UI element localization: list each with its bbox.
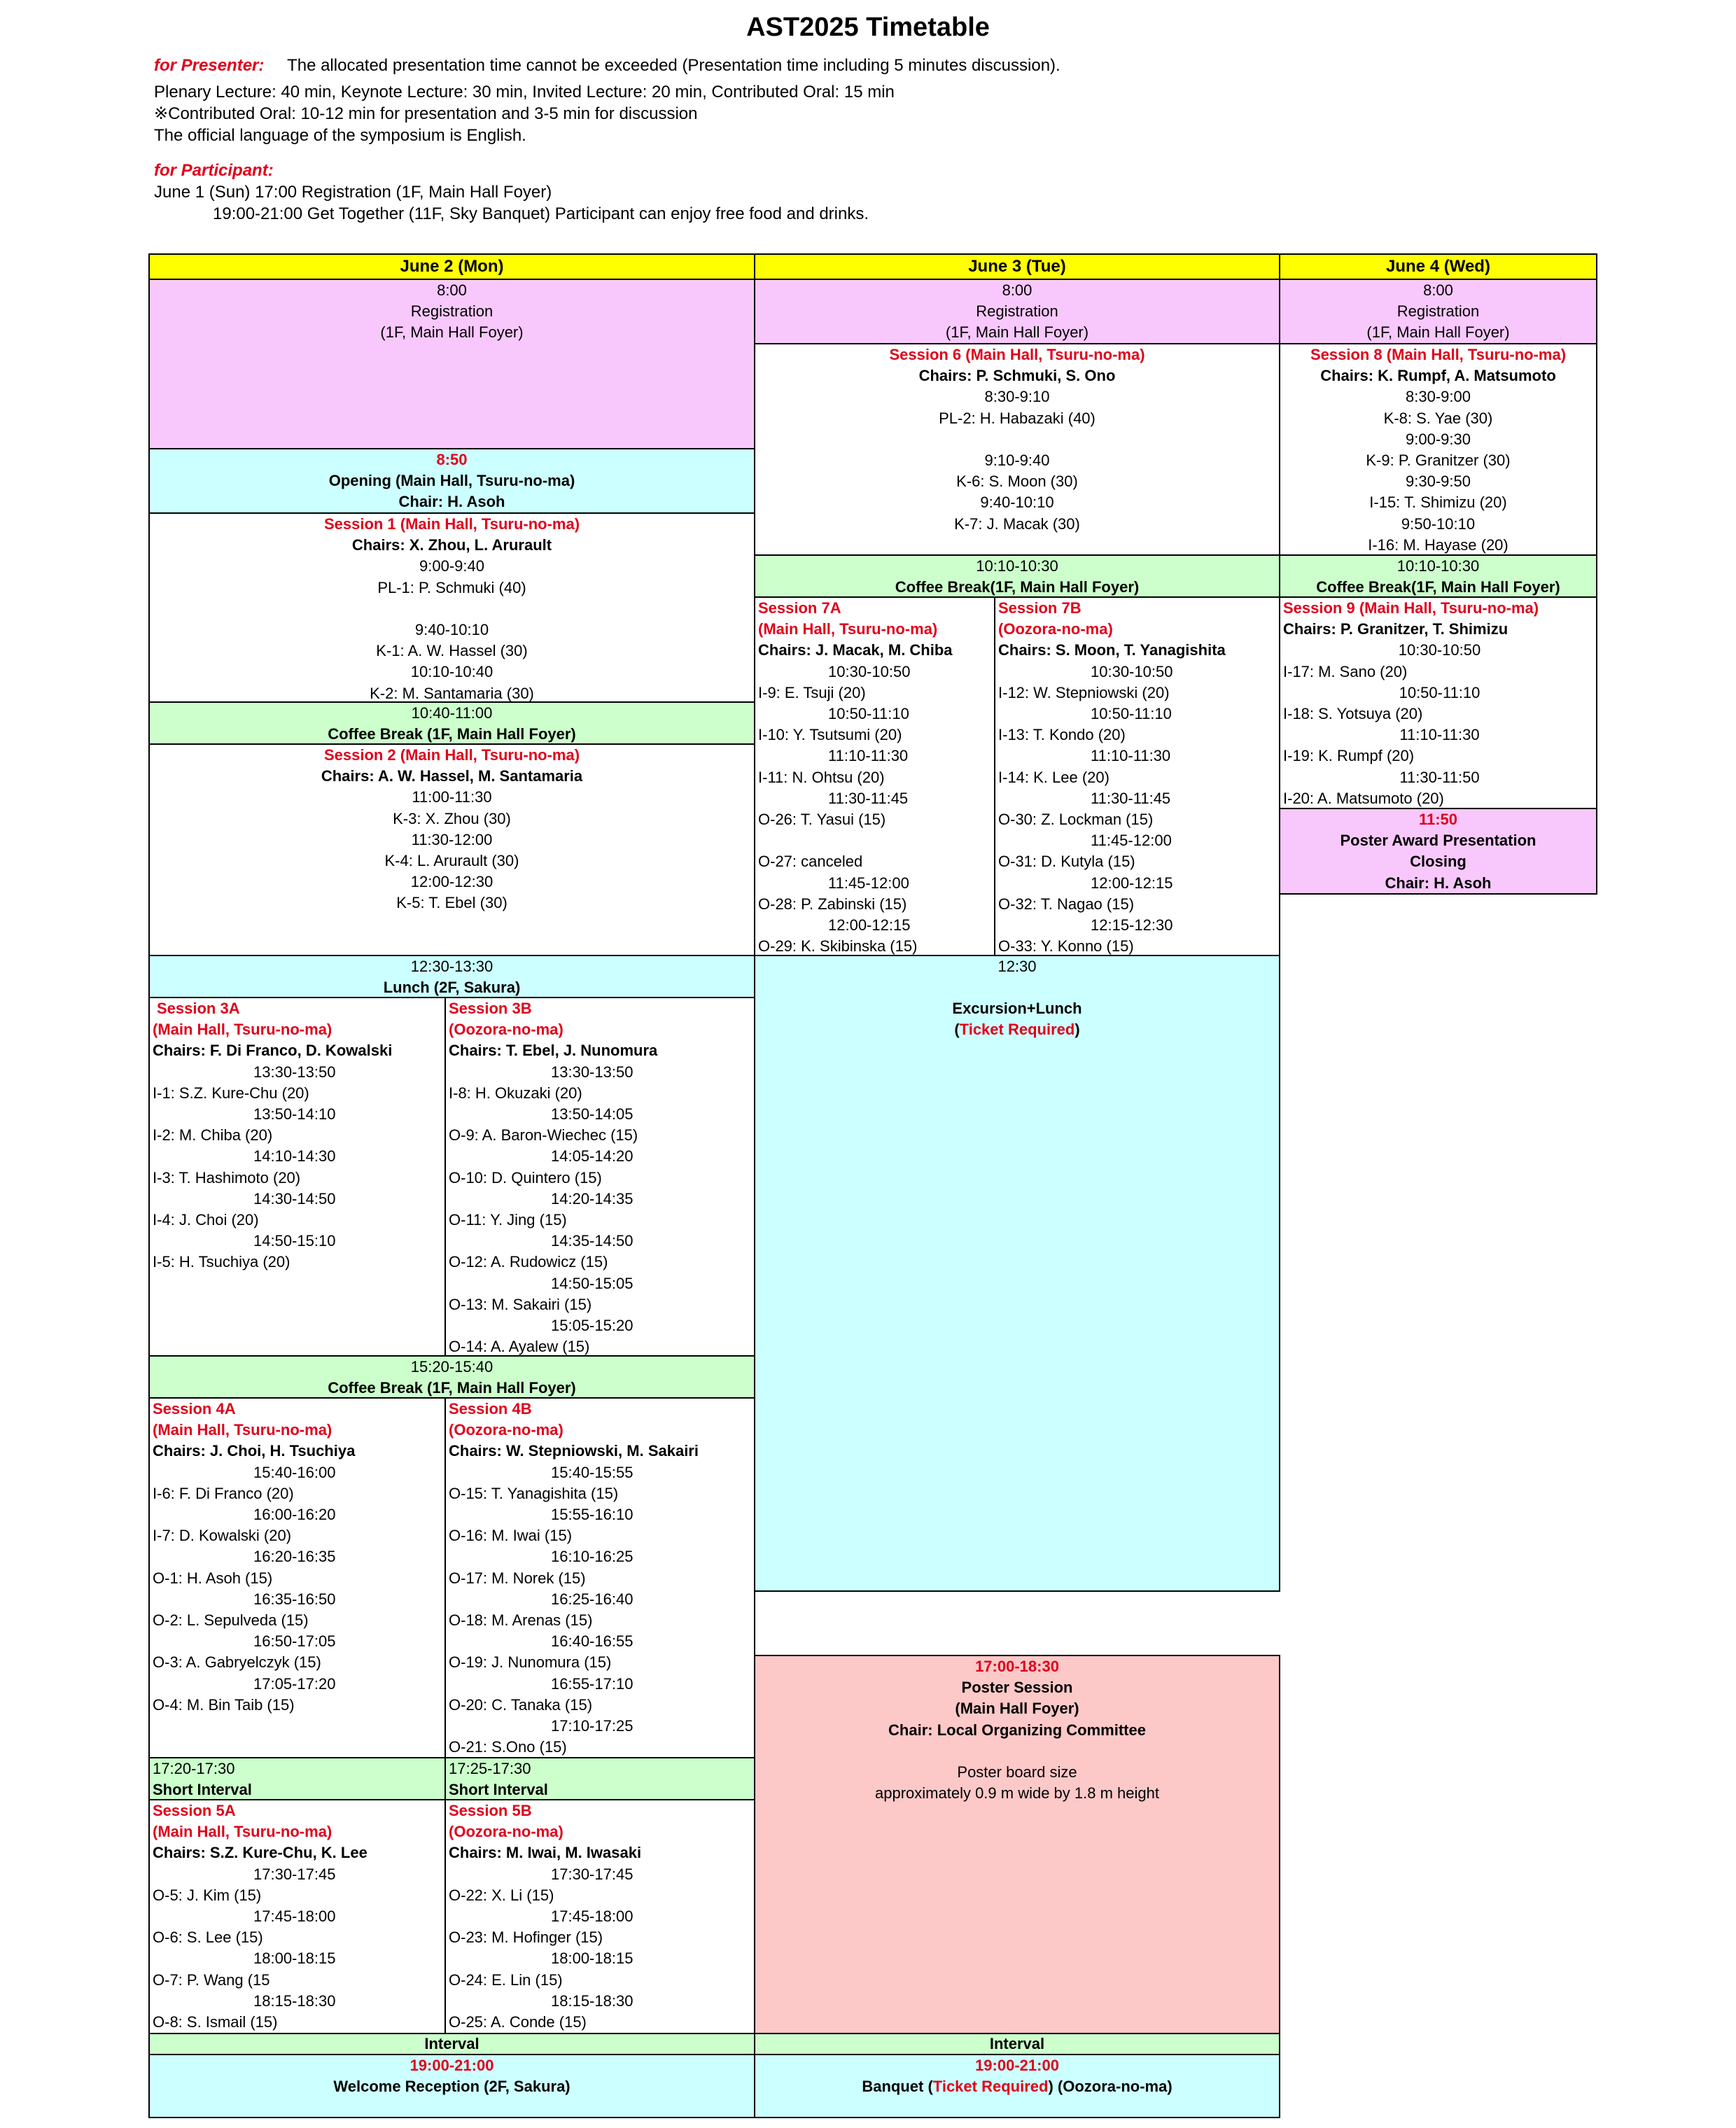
- banquet-label: Banquet (Ticket Required) (Oozora-no-ma): [862, 2078, 1172, 2096]
- session-4a-room: (Main Hall, Tsuru-no-ma): [153, 1421, 332, 1439]
- participant-line-2: 19:00-21:00 Get Together (11F, Sky Banquet) Participant can enjoy free food and drinks.: [213, 204, 869, 223]
- session-4a-chairs: Chairs: J. Choi, H. Tsuchiya: [153, 1442, 356, 1460]
- session-7b-title: Session 7B: [998, 599, 1082, 617]
- schedule-line: I-15: T. Shimizu (20): [1369, 493, 1507, 512]
- tue-registration-place: (1F, Main Hall Foyer): [945, 323, 1089, 342]
- schedule-line: 8:30-9:00: [1406, 388, 1471, 406]
- session-3b-room: (Oozora-no-ma): [449, 1021, 564, 1039]
- session-3b: [444, 997, 755, 1357]
- closing-line-1: Poster Award Presentation: [1340, 832, 1536, 850]
- session-9-items: [1280, 640, 1596, 809]
- wed-coffee-label: Coffee Break(1F, Main Hall Foyer): [1316, 578, 1560, 596]
- talk-time: 10:30-10:50: [828, 662, 911, 680]
- session-4b: [444, 1397, 755, 1758]
- talk-time: 17:30-17:45: [551, 1865, 634, 1883]
- schedule-line: 12:00-12:30: [410, 873, 493, 891]
- session-9: [1279, 596, 1597, 809]
- talk-time: 10:30-10:50: [1398, 641, 1481, 659]
- talk-time: 17:30-17:45: [253, 1865, 336, 1883]
- session-7b-items: [995, 662, 1279, 956]
- talk-time: 18:15-18:30: [551, 1991, 634, 2010]
- schedule-line: K-5: T. Ebel (30): [396, 894, 507, 912]
- schedule-line: K-3: X. Zhou (30): [393, 809, 511, 827]
- session-1-lines: [150, 556, 754, 703]
- talk-presenter: I-14: K. Lee (20): [998, 768, 1110, 786]
- talk-time: 13:50-14:05: [551, 1105, 634, 1124]
- lunch-time: 12:30-13:30: [410, 958, 493, 975]
- talk-presenter: O-2: L. Sepulveda (15): [153, 1611, 309, 1630]
- session-6-chairs: Chairs: P. Schmuki, S. Ono: [918, 367, 1116, 385]
- talk-time: 14:50-15:10: [253, 1232, 336, 1250]
- session-6: [754, 343, 1280, 556]
- talk-presenter: O-10: D. Quintero (15): [449, 1168, 602, 1186]
- talk-time: 15:55-16:10: [551, 1506, 634, 1524]
- session-2: [148, 743, 755, 956]
- session-5b-room: (Oozora-no-ma): [449, 1823, 564, 1841]
- talk-presenter: I-1: S.Z. Kure-Chu (20): [153, 1084, 309, 1102]
- session-5a-chairs: Chairs: S.Z. Kure-Chu, K. Lee: [153, 1844, 368, 1862]
- talk-time: 15:40-16:00: [253, 1463, 336, 1481]
- schedule-line: 9:30-9:50: [1406, 472, 1471, 491]
- schedule-line: 9:40-10:10: [980, 493, 1054, 512]
- talk-time: [755, 830, 994, 851]
- wed-coffee-break: [1279, 554, 1597, 598]
- day-header-mon: June 2 (Mon): [148, 253, 755, 280]
- closing: [1279, 808, 1597, 895]
- wed-registration-place: (1F, Main Hall Foyer): [1366, 323, 1510, 342]
- talk-presenter: O-8: S. Ismail (15): [153, 2013, 278, 2031]
- reception-time: 19:00-21:00: [410, 2057, 494, 2074]
- talk-time: 14:05-14:20: [551, 1147, 634, 1166]
- talk-presenter: O-26: T. Yasui (15): [758, 811, 886, 829]
- short-interval-a: [148, 1757, 446, 1800]
- talk-presenter: O-24: E. Lin (15): [449, 1970, 563, 1989]
- talk-time: 11:30-11:50: [1399, 768, 1480, 786]
- poster-size-label: Poster board size: [957, 1763, 1077, 1781]
- talk-presenter: O-14: A. Ayalew (15): [449, 1338, 590, 1356]
- banquet: [754, 2054, 1280, 2118]
- schedule-line: 10:10-10:40: [410, 663, 493, 681]
- talk-time: 17:45-18:00: [551, 1907, 634, 1926]
- session-4b-chairs: Chairs: W. Stepniowski, M. Sakairi: [449, 1442, 699, 1460]
- tue-interval-label: Interval: [989, 2035, 1045, 2052]
- schedule-line: K-8: S. Yae (30): [1383, 409, 1493, 427]
- talk-presenter: I-8: H. Okuzaki (20): [449, 1084, 582, 1102]
- talk-time: 10:50-11:10: [828, 705, 909, 723]
- poster-chair: Chair: Local Organizing Committee: [888, 1721, 1146, 1739]
- talk-time: 16:25-16:40: [551, 1590, 634, 1608]
- talk-time: 17:45-18:00: [253, 1907, 336, 1926]
- talk-time: 15:05-15:20: [551, 1317, 634, 1335]
- talk-time: 13:50-14:10: [253, 1105, 336, 1124]
- wed-registration-label: Registration: [1396, 302, 1480, 321]
- talk-presenter: O-19: J. Nunomura (15): [449, 1653, 612, 1672]
- session-7a-chairs: Chairs: J. Macak, M. Chiba: [758, 641, 953, 659]
- session-3b-chairs: Chairs: T. Ebel, J. Nunomura: [449, 1042, 658, 1060]
- coffee-1-time: 10:40-11:00: [411, 704, 493, 722]
- banquet-ticket-required: Ticket Required: [932, 2078, 1049, 2096]
- session-7b: [994, 596, 1280, 956]
- coffee-2-label: Coffee Break (1F, Main Hall Foyer): [328, 1379, 576, 1397]
- talk-presenter: O-17: M. Norek (15): [449, 1569, 586, 1587]
- closing-time: 11:50: [1418, 811, 1458, 828]
- talk-presenter: I-17: M. Sano (20): [1283, 662, 1408, 680]
- schedule-line: 11:30-12:00: [411, 830, 493, 848]
- session-5b-items: [446, 1864, 754, 2033]
- session-8-title: Session 8 (Main Hall, Tsuru-no-ma): [1310, 346, 1567, 363]
- talk-time: 11:45-12:00: [828, 874, 909, 892]
- talk-time: 18:00-18:15: [551, 1949, 634, 1968]
- closing-chair: Chair: H. Asoh: [1385, 874, 1492, 892]
- talk-presenter: I-20: A. Matsumoto (20): [1283, 789, 1444, 807]
- tue-coffee-break: [754, 554, 1280, 598]
- talk-time: 14:35-14:50: [551, 1232, 634, 1250]
- talk-time: 11:30-11:45: [1091, 789, 1171, 807]
- talk-presenter: I-13: T. Kondo (20): [998, 726, 1126, 744]
- schedule-line: 9:00-9:40: [419, 557, 484, 575]
- talk-time: 11:10-11:30: [1091, 747, 1171, 765]
- welcome-reception: [148, 2054, 755, 2118]
- talk-presenter: O-21: S.Ono (15): [449, 1738, 567, 1756]
- mon-lunch: [148, 955, 755, 998]
- talk-time: 14:50-15:05: [551, 1274, 634, 1292]
- schedule-line: PL-1: P. Schmuki (40): [377, 578, 526, 596]
- talk-presenter: I-12: W. Stepniowski (20): [998, 683, 1170, 701]
- session-6-title: Session 6 (Main Hall, Tsuru-no-ma): [889, 346, 1145, 363]
- tue-interval: [754, 2033, 1280, 2055]
- session-4b-items: [446, 1462, 754, 1758]
- session-7b-room: (Oozora-no-ma): [998, 620, 1113, 638]
- talk-presenter: O-3: A. Gabryelczyk (15): [153, 1653, 321, 1672]
- lunch-label: Lunch (2F, Sakura): [383, 979, 521, 997]
- schedule-line: K-1: A. W. Hassel (30): [376, 642, 528, 660]
- session-4b-title: Session 4B: [449, 1400, 532, 1418]
- talk-time: 13:30-13:50: [551, 1063, 634, 1081]
- poster-place: (Main Hall Foyer): [955, 1700, 1079, 1718]
- session-5b: [444, 1799, 755, 2034]
- talk-presenter: I-19: K. Rumpf (20): [1283, 747, 1415, 765]
- mon-interval: [148, 2033, 755, 2055]
- talk-time: 17:10-17:25: [551, 1717, 634, 1735]
- talk-presenter: O-30: Z. Lockman (15): [998, 811, 1154, 829]
- talk-time: 14:20-14:35: [551, 1189, 634, 1208]
- talk-presenter: O-11: Y. Jing (15): [449, 1211, 567, 1229]
- talk-time: 16:50-17:05: [253, 1632, 336, 1651]
- talk-presenter: O-23: M. Hofinger (15): [449, 1928, 603, 1947]
- session-5a-room: (Main Hall, Tsuru-no-ma): [153, 1823, 332, 1841]
- banquet-time: 19:00-21:00: [975, 2057, 1059, 2074]
- session-4a: [148, 1397, 446, 1758]
- session-8: [1279, 343, 1597, 556]
- session-4a-items: [150, 1462, 444, 1716]
- schedule-line: [755, 429, 1279, 450]
- session-8-lines: [1280, 386, 1596, 556]
- excursion-lunch: [754, 955, 1280, 1592]
- session-3a-chairs: Chairs: F. Di Franco, D. Kowalski: [153, 1042, 393, 1060]
- wed-coffee-time: 10:10-10:30: [1396, 557, 1480, 575]
- talk-presenter: O-33: Y. Konno (15): [998, 937, 1134, 955]
- short-interval-a-time: 17:20-17:30: [153, 1760, 235, 1777]
- session-2-lines: [150, 787, 754, 913]
- session-3a-title: Session 3A: [157, 1000, 240, 1017]
- talk-presenter: I-11: N. Ohtsu (20): [758, 768, 885, 786]
- session-7a: [754, 596, 995, 956]
- talk-time: 16:40-16:55: [551, 1632, 634, 1651]
- talk-time: 17:05-17:20: [253, 1674, 336, 1693]
- tue-coffee-time: 10:10-10:30: [976, 557, 1058, 575]
- talk-presenter: O-7: P. Wang (15: [153, 1970, 270, 1989]
- talk-presenter: I-3: T. Hashimoto (20): [153, 1168, 301, 1186]
- tue-registration-label: Registration: [976, 302, 1058, 321]
- page-title: AST2025 Timetable: [746, 13, 990, 42]
- schedule-line: K-4: L. Arurault (30): [384, 852, 519, 870]
- talk-presenter: I-9: E. Tsuji (20): [758, 683, 866, 701]
- talk-presenter: O-15: T. Yanagishita (15): [449, 1484, 619, 1502]
- short-interval-b-time: 17:25-17:30: [449, 1760, 531, 1777]
- opening-time: 8:50: [436, 451, 468, 468]
- session-1-title: Session 1 (Main Hall, Tsuru-no-ma): [323, 515, 580, 533]
- session-5a-title: Session 5A: [153, 1802, 236, 1819]
- mon-registration: [148, 279, 755, 449]
- talk-time: 14:10-14:30: [253, 1147, 336, 1166]
- mon-opening: [148, 448, 755, 514]
- coffee-1-label: Coffee Break (1F, Main Hall Foyer): [328, 725, 576, 743]
- talk-time: 14:30-14:50: [253, 1189, 336, 1208]
- session-3a-items: [150, 1062, 444, 1273]
- session-6-lines: [755, 386, 1279, 534]
- talk-time: 11:45-12:00: [1091, 832, 1172, 850]
- talk-presenter: O-6: S. Lee (15): [153, 1928, 263, 1947]
- excursion-ticket: (Ticket Required): [954, 1021, 1080, 1039]
- tue-registration-time: 8:00: [1002, 281, 1032, 299]
- talk-presenter: O-4: M. Bin Taib (15): [153, 1695, 295, 1714]
- talk-presenter: O-31: D. Kutyla (15): [998, 853, 1135, 871]
- presenter-label: for Presenter:: [154, 56, 265, 75]
- talk-presenter: O-28: P. Zabinski (15): [758, 895, 907, 913]
- session-5b-title: Session 5B: [449, 1802, 532, 1819]
- talk-presenter: O-25: A. Conde (15): [449, 2013, 587, 2031]
- short-interval-b: [444, 1757, 755, 1800]
- session-1: [148, 512, 755, 703]
- presenter-line-4: The official language of the symposium is English.: [154, 126, 526, 145]
- session-7a-items: [755, 662, 994, 956]
- talk-time: 11:10-11:30: [828, 747, 909, 765]
- talk-time: 18:00-18:15: [253, 1949, 336, 1968]
- schedule-line: K-6: S. Moon (30): [956, 472, 1078, 491]
- session-9-chairs: Chairs: P. Granitzer, T. Shimizu: [1283, 620, 1508, 638]
- excursion-label: Excursion+Lunch: [952, 1000, 1082, 1018]
- talk-time: 10:50-11:10: [1091, 705, 1172, 723]
- talk-presenter: I-4: J. Choi (20): [153, 1211, 259, 1229]
- schedule-line: 9:10-9:40: [984, 451, 1050, 470]
- schedule-line: K-2: M. Santamaria (30): [370, 684, 534, 702]
- talk-presenter: O-29: K. Skibinska (15): [758, 937, 918, 955]
- schedule-line: 11:00-11:30: [412, 788, 492, 806]
- session-3a: [148, 997, 446, 1357]
- opening-title: Opening (Main Hall, Tsuru-no-ma): [328, 472, 575, 490]
- session-3b-items: [446, 1062, 754, 1357]
- talk-time: 18:15-18:30: [253, 1991, 336, 2010]
- session-3a-room: (Main Hall, Tsuru-no-ma): [153, 1021, 332, 1039]
- mon-coffee-break-1: [148, 701, 755, 745]
- schedule-line: [150, 598, 754, 620]
- schedule-line: 8:30-9:10: [984, 388, 1050, 406]
- session-1-chairs: Chairs: X. Zhou, L. Arurault: [351, 536, 552, 554]
- talk-presenter: O-16: M. Iwai (15): [449, 1527, 573, 1545]
- talk-presenter: O-1: H. Asoh (15): [153, 1569, 273, 1587]
- presenter-note: [154, 55, 1060, 76]
- schedule-line: 9:40-10:10: [414, 621, 489, 639]
- schedule-line: I-16: M. Hayase (20): [1368, 536, 1508, 554]
- opening-chair: Chair: H. Asoh: [398, 493, 505, 511]
- closing-line-2: Closing: [1410, 853, 1466, 871]
- talk-time: 16:55-17:10: [551, 1674, 634, 1693]
- mon-interval-label: Interval: [424, 2035, 479, 2052]
- talk-presenter: O-13: M. Sakairi (15): [449, 1295, 592, 1313]
- schedule-line: K-9: P. Granitzer (30): [1366, 451, 1511, 470]
- talk-presenter: I-18: S. Yotsuya (20): [1283, 705, 1423, 723]
- talk-presenter: O-27: canceled: [758, 853, 863, 871]
- session-4b-room: (Oozora-no-ma): [449, 1421, 564, 1439]
- talk-presenter: O-20: C. Tanaka (15): [449, 1695, 593, 1714]
- talk-presenter: I-7: D. Kowalski (20): [153, 1527, 292, 1545]
- talk-time: 10:30-10:50: [1091, 662, 1173, 680]
- presenter-line-1: The allocated presentation time cannot be exceeded (Presentation time including 5 minutes discussion).: [287, 56, 1060, 75]
- tue-coffee-label: Coffee Break(1F, Main Hall Foyer): [895, 578, 1140, 596]
- poster-title: Poster Session: [961, 1679, 1073, 1697]
- talk-presenter: I-5: H. Tsuchiya (20): [153, 1253, 290, 1271]
- talk-time: 10:50-11:10: [1399, 683, 1480, 701]
- talk-presenter: O-12: A. Rudowicz (15): [449, 1253, 608, 1271]
- talk-presenter: O-32: T. Nagao (15): [998, 895, 1135, 913]
- day-header-tue: June 3 (Tue): [754, 253, 1280, 280]
- mon-coffee-break-2: [148, 1355, 755, 1399]
- session-5a: [148, 1799, 446, 2034]
- session-4a-title: Session 4A: [153, 1400, 236, 1418]
- talk-presenter: O-9: A. Baron-Wiechec (15): [449, 1126, 638, 1144]
- session-3b-title: Session 3B: [449, 1000, 532, 1017]
- mon-registration-label: Registration: [410, 302, 493, 321]
- coffee-2-time: 15:20-15:40: [410, 1358, 493, 1376]
- poster-session: [754, 1655, 1280, 2034]
- mon-registration-time: 8:00: [437, 281, 467, 299]
- session-5b-chairs: Chairs: M. Iwai, M. Iwasaki: [449, 1844, 642, 1862]
- day-header-wed: June 4 (Wed): [1279, 253, 1597, 280]
- short-interval-a-label: Short Interval: [153, 1781, 252, 1799]
- wed-registration-time: 8:00: [1423, 281, 1453, 299]
- presenter-line-2: Plenary Lecture: 40 min, Keynote Lecture: 30 min, Invited Lecture: 20 min, Contributed Oral: 15 min: [154, 83, 895, 102]
- session-9-title: Session 9 (Main Hall, Tsuru-no-ma): [1283, 599, 1539, 617]
- session-7b-chairs: Chairs: S. Moon, T. Yanagishita: [998, 641, 1226, 659]
- participant-label: for Participant:: [154, 161, 274, 180]
- excursion-time: 12:30: [997, 958, 1037, 975]
- session-2-title: Session 2 (Main Hall, Tsuru-no-ma): [323, 746, 580, 764]
- talk-time: 12:15-12:30: [1091, 916, 1173, 934]
- reception-label: Welcome Reception (2F, Sakura): [333, 2078, 570, 2096]
- talk-presenter: I-2: M. Chiba (20): [153, 1126, 273, 1144]
- schedule-line: PL-2: H. Habazaki (40): [939, 409, 1096, 427]
- excursion-ticket-required: Ticket Required: [959, 1021, 1075, 1039]
- schedule-line: K-7: J. Macak (30): [954, 514, 1080, 533]
- session-8-chairs: Chairs: K. Rumpf, A. Matsumoto: [1320, 367, 1556, 385]
- talk-time: 13:30-13:50: [253, 1063, 336, 1081]
- wed-registration: [1279, 279, 1597, 344]
- talk-time: 12:00-12:15: [1091, 874, 1173, 892]
- talk-presenter: O-5: J. Kim (15): [153, 1886, 262, 1904]
- schedule-line: 9:50-10:10: [1401, 514, 1476, 533]
- talk-time: 15:40-15:55: [551, 1463, 634, 1481]
- talk-time: 11:10-11:30: [1399, 726, 1480, 744]
- talk-time: 12:00-12:15: [828, 916, 911, 934]
- session-7a-room: (Main Hall, Tsuru-no-ma): [758, 620, 938, 638]
- talk-presenter: I-10: Y. Tsutsumi (20): [758, 726, 902, 744]
- participant-line-1: June 1 (Sun) 17:00 Registration (1F, Main Hall Foyer): [154, 183, 552, 202]
- talk-time: 16:00-16:20: [253, 1506, 336, 1524]
- talk-time: 16:10-16:25: [551, 1548, 634, 1566]
- talk-time: 11:30-11:45: [828, 789, 909, 807]
- talk-time: 16:20-16:35: [253, 1548, 336, 1566]
- talk-presenter: O-18: M. Arenas (15): [449, 1611, 593, 1630]
- talk-presenter: O-22: X. Li (15): [449, 1886, 554, 1904]
- talk-presenter: I-6: F. Di Franco (20): [153, 1484, 294, 1502]
- poster-time: 17:00-18:30: [975, 1658, 1059, 1675]
- session-7a-title: Session 7A: [758, 599, 841, 617]
- session-2-chairs: Chairs: A. W. Hassel, M. Santamaria: [321, 767, 583, 785]
- poster-size: approximately 0.9 m wide by 1.8 m height: [875, 1784, 1159, 1802]
- talk-time: 16:35-16:50: [253, 1590, 336, 1608]
- session-5a-items: [150, 1864, 444, 2033]
- short-interval-b-label: Short Interval: [449, 1781, 548, 1799]
- schedule-line: 9:00-9:30: [1406, 430, 1471, 448]
- presenter-line-3: ※Contributed Oral: 10-12 min for presentation and 3-5 min for discussion: [154, 104, 698, 123]
- tue-registration: [754, 279, 1280, 344]
- mon-registration-place: (1F, Main Hall Foyer): [380, 323, 524, 342]
